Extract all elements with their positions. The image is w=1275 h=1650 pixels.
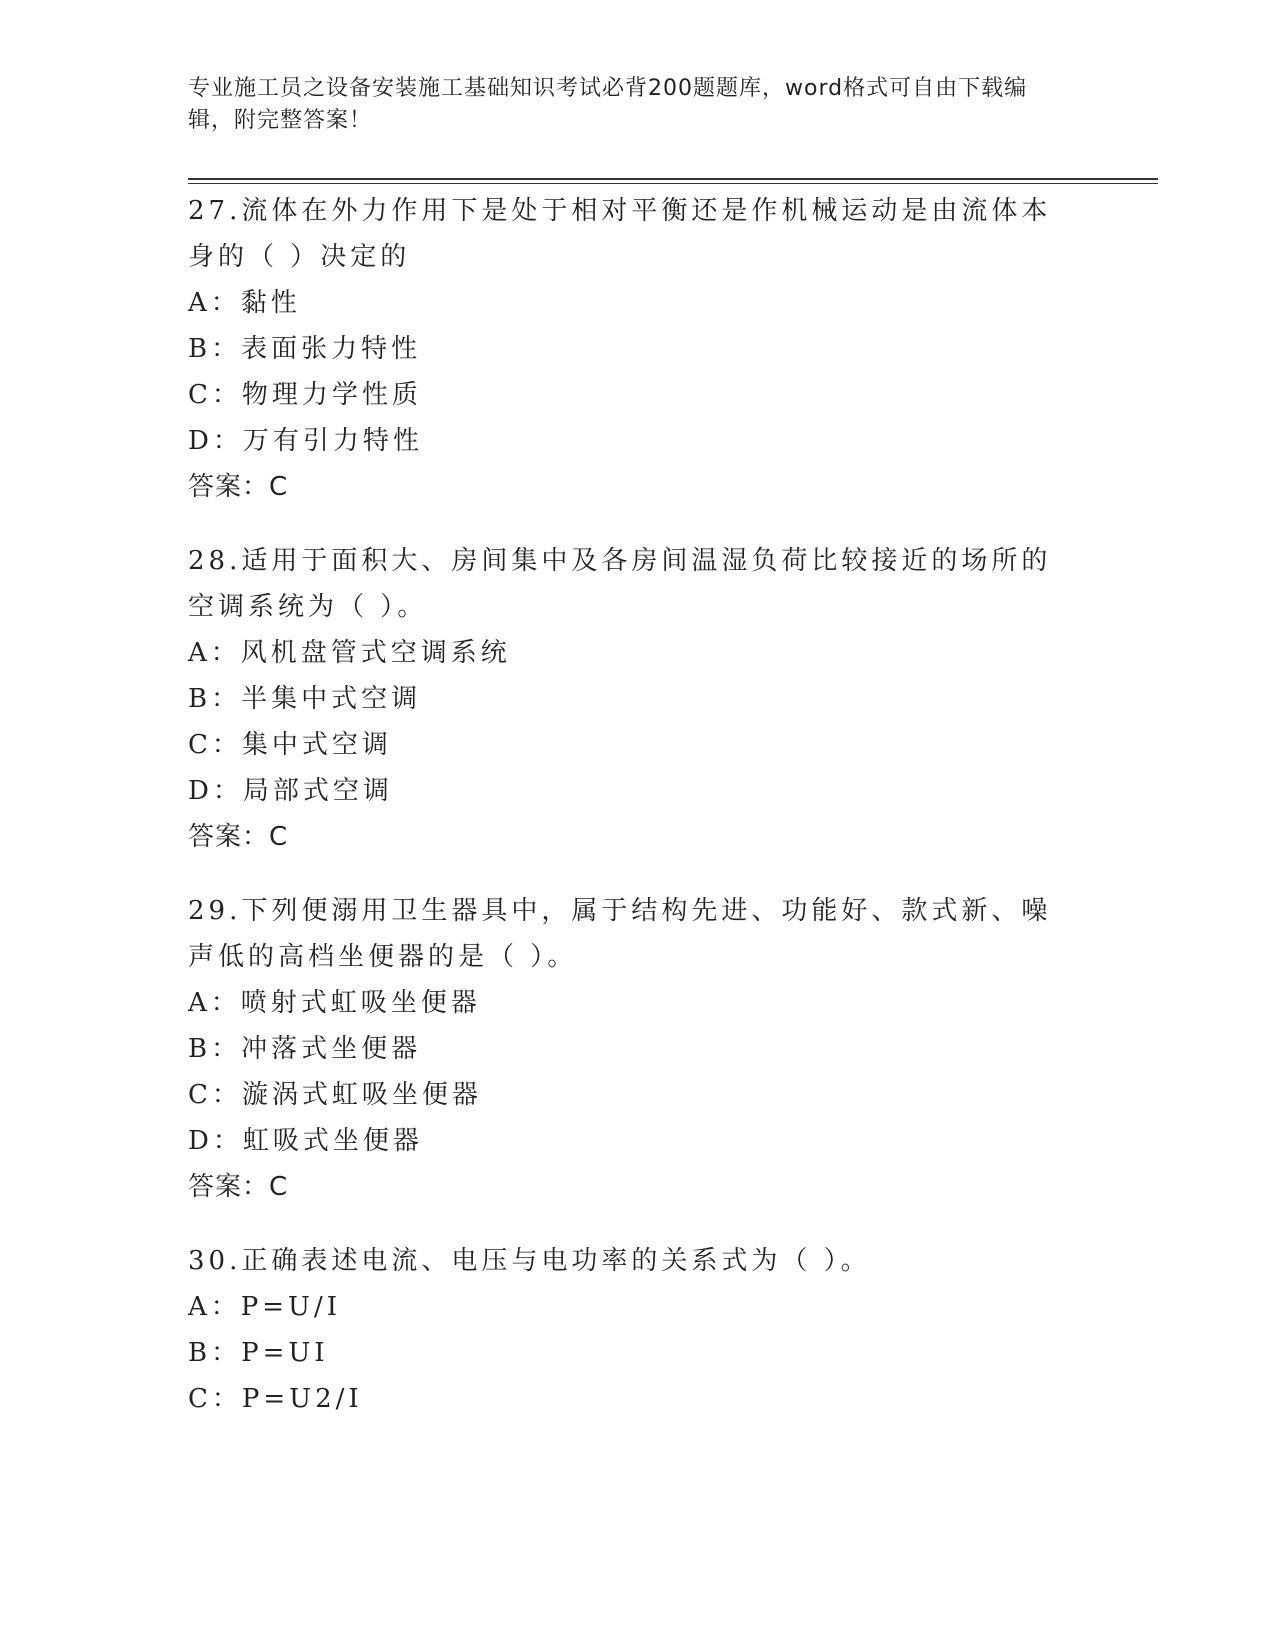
option-c: C：物理力学性质 <box>188 380 422 410</box>
answer: 答案：C <box>188 822 289 852</box>
option-b: B：表面张力特性 <box>188 334 422 364</box>
option-d: D：万有引力特性 <box>188 426 423 456</box>
question-30 <box>188 1238 1078 1422</box>
question-text: 29.下列便溺用卫生器具中，属于结构先进、功能好、款式新、噪声低的高档坐便器的是（ ）。 <box>188 896 1052 972</box>
option-b: B：P=UI <box>188 1338 329 1368</box>
header-divider-thin <box>188 183 1158 184</box>
option-c: C：漩涡式虹吸坐便器 <box>188 1080 482 1110</box>
question-text: 30.正确表述电流、电压与电功率的关系式为（ ）。 <box>188 1246 871 1276</box>
answer: 答案：C <box>188 1172 289 1202</box>
question-list <box>188 188 1078 1450</box>
option-a: A：P=U/I <box>188 1292 341 1322</box>
option-a: A：黏性 <box>188 288 301 318</box>
option-a: A：喷射式虹吸坐便器 <box>188 988 481 1018</box>
question-27 <box>188 188 1078 510</box>
option-d: D：虹吸式坐便器 <box>188 1126 423 1156</box>
question-text: 27.流体在外力作用下是处于相对平衡还是作机械运动是由流体本身的（ ）决定的 <box>188 196 1052 272</box>
page-header: 专业施工员之设备安装施工基础知识考试必背200题题库，word格式可自由下载编辑，附完整答案！ <box>188 76 1028 133</box>
question-text: 28.适用于面积大、房间集中及各房间温湿负荷比较接近的场所的空调系统为（ ）。 <box>188 546 1052 622</box>
option-b: B：冲落式坐便器 <box>188 1034 422 1064</box>
header-divider-thick <box>188 178 1158 180</box>
option-c: C：集中式空调 <box>188 730 392 760</box>
option-b: B：半集中式空调 <box>188 684 422 714</box>
option-d: D：局部式空调 <box>188 776 393 806</box>
question-28 <box>188 538 1078 860</box>
option-c: C：P=U2/I <box>188 1384 363 1414</box>
option-a: A：风机盘管式空调系统 <box>188 638 511 668</box>
answer: 答案：C <box>188 472 289 502</box>
question-29 <box>188 888 1078 1210</box>
